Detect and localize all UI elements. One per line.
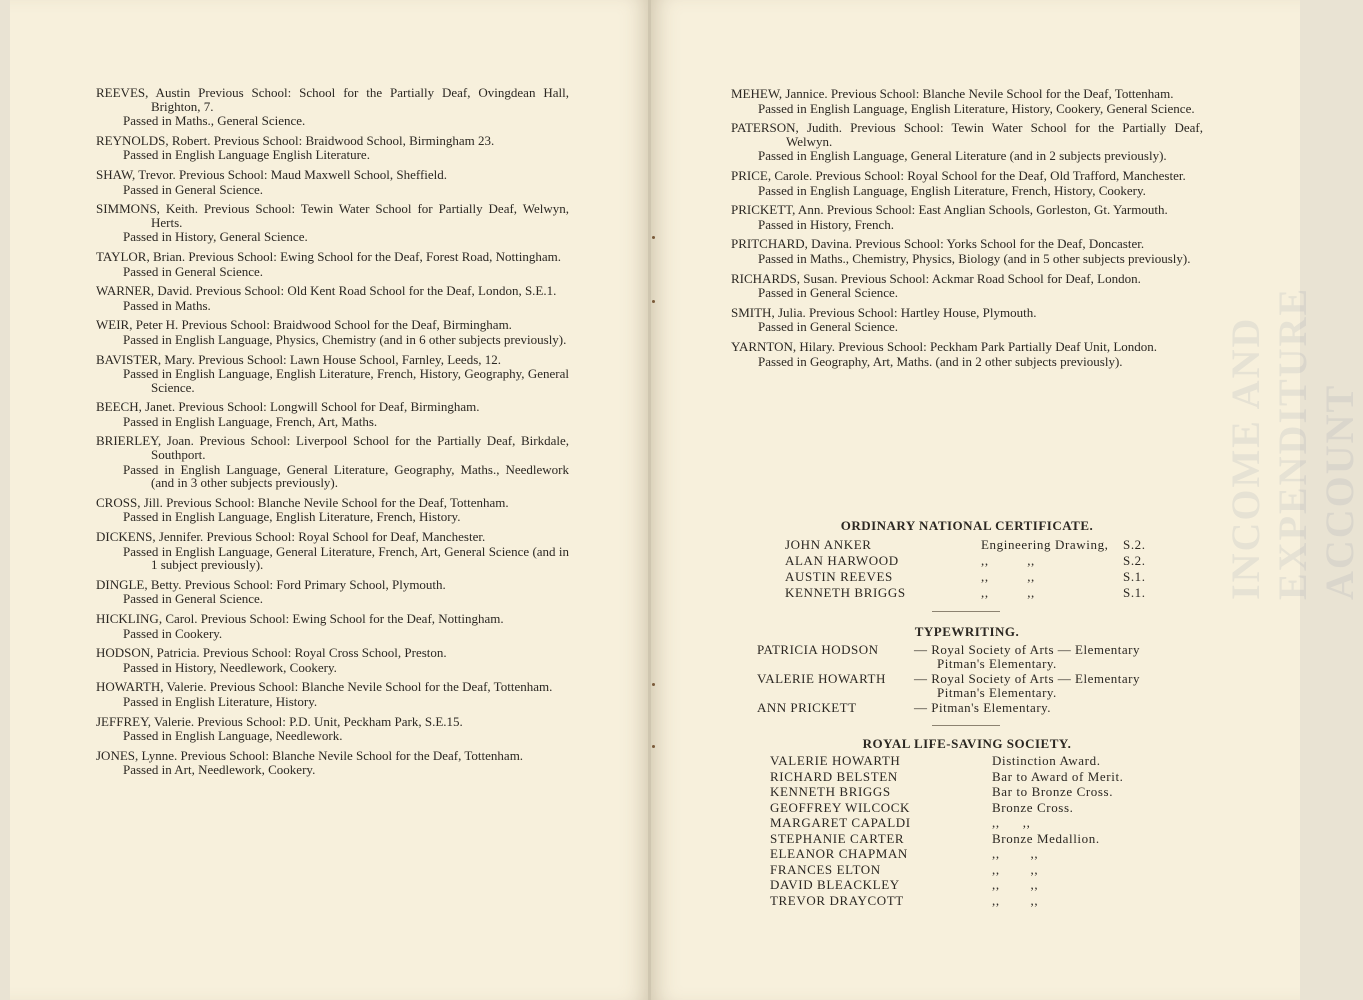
binding-staple-mark: [652, 683, 655, 686]
student-entry: [96, 646, 569, 674]
right-results-list: [731, 87, 1203, 374]
typing-award: — Royal Society of Arts — Elementary: [914, 671, 1140, 686]
onc-title: ORDINARY NATIONAL CERTIFICATE.: [840, 518, 1094, 533]
subjects-passed: Passed in General Science.: [123, 263, 264, 279]
onc-subject: ,, ,,: [981, 585, 1035, 600]
onc-name: JOHN ANKER: [785, 537, 872, 552]
subjects-passed: Passed in English Language, Needlework.: [123, 728, 343, 744]
student-entry: [96, 250, 569, 278]
student-school: REYNOLDS, Robert. Previous School: Braidwood School, Birmingham 23.: [96, 132, 495, 148]
subjects-passed: Passed in English Language, General Literature, French, Art, General Science (and in 1 subject previously).: [123, 543, 569, 573]
student-school: BRIERLEY, Joan. Previous School: Liverpool School for the Partially Deaf, Birkdale, Southport.: [96, 433, 569, 463]
student-school: JEFFREY, Valerie. Previous School: P.D. Unit, Peckham Park, S.E.15.: [96, 713, 463, 729]
onc-name: AUSTIN REEVES: [785, 569, 893, 584]
student-school: TAYLOR, Brian. Previous School: Ewing School for the Deaf, Forest Road, Nottingham.: [96, 248, 561, 264]
lifesaving-award: Bronze Cross.: [992, 799, 1074, 815]
subjects-passed: Passed in English Language, English Literature, French, History, Geography, General Science.: [123, 366, 569, 395]
student-school: YARNTON, Hilary. Previous School: Peckham Park Partially Deaf Unit, London.: [731, 338, 1158, 354]
onc-subject: ,, ,,: [981, 569, 1035, 584]
student-school: WEIR, Peter H. Previous School: Braidwood School for the Deaf, Birmingham.: [96, 317, 512, 333]
student-entry: [96, 134, 569, 162]
subjects-passed: Passed in English Language, General Literature, Geography, Maths., Needlework (and in 3 other subjects previously).: [123, 461, 569, 491]
student-entry: [96, 578, 569, 606]
lifesaving-award: ,, ,,: [992, 861, 1039, 877]
lifesaving-award: ,, ,,: [992, 877, 1039, 892]
binding-staple-mark: [652, 745, 655, 748]
subjects-passed: Passed in English Literature, History.: [123, 693, 318, 709]
student-entry: [96, 284, 569, 312]
typing-award-line2: Pitman's Elementary.: [937, 685, 1057, 700]
lifesaving-award: Bar to Bronze Cross.: [992, 784, 1114, 799]
student-entry: [96, 168, 569, 196]
student-school: PRITCHARD, Davina. Previous School: Yorks School for the Deaf, Doncaster.: [731, 236, 1145, 252]
left-results-list: [96, 86, 569, 783]
swimmer-name: KENNETH BRIGGS: [770, 784, 891, 799]
typewriting-section: [731, 624, 1203, 640]
student-entry: [96, 353, 569, 395]
subjects-passed: Passed in History, French.: [758, 216, 895, 232]
subjects-passed: Passed in General Science.: [758, 285, 899, 301]
swimmer-name: MARGARET CAPALDI: [770, 815, 911, 830]
student-entry: [96, 612, 569, 640]
student-entry: [731, 237, 1203, 265]
typist-name: PATRICIA HODSON: [757, 642, 879, 657]
subjects-passed: Passed in General Science.: [758, 319, 899, 335]
student-school: RICHARDS, Susan. Previous School: Ackmar Road School for Deaf, London.: [731, 270, 1141, 286]
lifesaving-award: ,, ,,: [992, 846, 1039, 861]
subjects-passed: Passed in General Science.: [123, 181, 264, 197]
student-school: JONES, Lynne. Previous School: Blanche Nevile School for the Deaf, Tottenham.: [96, 747, 524, 763]
typing-award-line2: Pitman's Elementary.: [937, 656, 1057, 671]
swimmer-name: STEPHANIE CARTER: [770, 830, 905, 846]
student-entry: [96, 530, 569, 572]
subjects-passed: Passed in Maths., Chemistry, Physics, Biology (and in 5 other subjects previously).: [758, 250, 1191, 266]
student-entry: [731, 306, 1203, 334]
student-school: DICKENS, Jennifer. Previous School: Royal School for Deaf, Manchester.: [96, 529, 486, 545]
lifesaving-award: Bronze Medallion.: [992, 830, 1100, 846]
subjects-passed: Passed in English Language, Physics, Chemistry (and in 6 other subjects previously).: [123, 331, 567, 347]
onc-subject: Engineering Drawing,: [981, 537, 1109, 552]
student-entry: [731, 87, 1203, 115]
student-school: PRICE, Carole. Previous School: Royal School for the Deaf, Old Trafford, Manchester.: [731, 167, 1186, 183]
student-entry: [96, 496, 569, 524]
student-entry: [96, 400, 569, 428]
subjects-passed: Passed in English Language, English Literature, French, History.: [123, 509, 461, 525]
binding-staple-mark: [652, 300, 655, 303]
subjects-passed: Passed in General Science.: [123, 591, 264, 607]
subjects-passed: Passed in Maths., General Science.: [123, 113, 306, 129]
binding-staple-mark: [652, 236, 655, 239]
onc-grade: S.1.: [1123, 569, 1146, 584]
lifesaving-title: ROYAL LIFE-SAVING SOCIETY.: [862, 736, 1072, 751]
swimmer-name: TREVOR DRAYCOTT: [770, 892, 904, 908]
student-entry: [96, 715, 569, 743]
subjects-passed: Passed in History, General Science.: [123, 229, 308, 245]
onc-subject: ,, ,,: [981, 553, 1035, 568]
student-school: SMITH, Julia. Previous School: Hartley House, Plymouth.: [731, 304, 1037, 320]
subjects-passed: Passed in Geography, Art, Maths. (and in 2 other subjects previously).: [758, 353, 1123, 369]
student-school: BAVISTER, Mary. Previous School: Lawn House School, Farnley, Leeds, 12.: [96, 351, 502, 367]
section-divider: [932, 725, 1000, 726]
lifesaving-section: [731, 736, 1203, 752]
subjects-passed: Passed in Maths.: [123, 297, 211, 313]
show-through-text: INCOME AND EXPENDITURE ACCOUNT: [1223, 286, 1362, 600]
student-entry: [731, 169, 1203, 197]
subjects-passed: Passed in Art, Needlework, Cookery.: [123, 762, 316, 778]
typing-award: — Royal Society of Arts — Elementary: [914, 642, 1140, 657]
student-school: WARNER, David. Previous School: Old Kent Road School for the Deaf, London, S.E.1.: [96, 283, 557, 299]
student-school: HODSON, Patricia. Previous School: Royal Cross School, Preston.: [96, 645, 447, 661]
student-entry: [96, 434, 569, 489]
student-entry: [731, 203, 1203, 231]
subjects-passed: Passed in English Language, French, Art, Maths.: [123, 413, 378, 429]
student-school: SIMMONS, Keith. Previous School: Tewin Water School for Partially Deaf, Welwyn, Herts.: [96, 201, 569, 230]
lifesaving-award: Bar to Award of Merit.: [992, 768, 1124, 784]
student-entry: [731, 340, 1203, 368]
swimmer-name: GEOFFREY WILCOCK: [770, 799, 910, 815]
student-entry: [731, 121, 1203, 163]
student-school: CROSS, Jill. Previous School: Blanche Nevile School for the Deaf, Tottenham.: [96, 494, 509, 510]
typewriting-title: TYPEWRITING.: [914, 624, 1020, 639]
onc-section: [731, 518, 1203, 534]
student-school: REEVES, Austin Previous School: School for the Partially Deaf, Ovingdean Hall, Brighton, 7.: [96, 85, 569, 114]
subjects-passed: Passed in English Language, English Literature, History, Cookery, General Science.: [758, 100, 1195, 116]
onc-grade: S.2.: [1123, 537, 1146, 552]
student-school: PRICKETT, Ann. Previous School: East Anglian Schools, Gorleston, Gt. Yarmouth.: [731, 202, 1168, 218]
student-school: HOWARTH, Valerie. Previous School: Blanche Nevile School for the Deaf, Tottenham.: [96, 679, 553, 695]
typing-award: — Pitman's Elementary.: [914, 700, 1052, 715]
swimmer-name: DAVID BLEACKLEY: [770, 877, 900, 892]
lifesaving-award: Distinction Award.: [992, 753, 1101, 768]
subjects-passed: Passed in English Language, English Literature, French, History, Cookery.: [758, 182, 1146, 198]
student-school: SHAW, Trevor. Previous School: Maud Maxwell School, Sheffield.: [96, 166, 448, 182]
student-entry: [731, 272, 1203, 300]
student-entry: [96, 86, 569, 128]
swimmer-name: VALERIE HOWARTH: [770, 753, 901, 768]
onc-grade: S.1.: [1123, 585, 1146, 600]
subjects-passed: Passed in Cookery.: [123, 625, 223, 641]
student-school: MEHEW, Jannice. Previous School: Blanche Nevile School for the Deaf, Tottenham.: [731, 86, 1174, 101]
swimmer-name: RICHARD BELSTEN: [770, 768, 898, 784]
page-gutter: [648, 0, 651, 1000]
section-divider: [932, 611, 1000, 612]
student-school: BEECH, Janet. Previous School: Longwill School for Deaf, Birmingham.: [96, 399, 480, 415]
subjects-passed: Passed in English Language English Literature.: [123, 147, 370, 163]
student-entry: [96, 749, 569, 777]
typist-name: VALERIE HOWARTH: [757, 671, 886, 686]
subjects-passed: Passed in English Language, General Literature (and in 2 subjects previously).: [758, 148, 1167, 164]
onc-name: ALAN HARWOOD: [785, 553, 899, 568]
student-entry: [96, 202, 569, 244]
student-school: PATERSON, Judith. Previous School: Tewin Water School for the Partially Deaf, Welwyn.: [731, 120, 1203, 149]
student-school: HICKLING, Carol. Previous School: Ewing School for the Deaf, Nottingham.: [96, 611, 504, 626]
student-school: DINGLE, Betty. Previous School: Ford Primary School, Plymouth.: [96, 576, 446, 592]
lifesaving-award: ,, ,,: [992, 815, 1031, 830]
lifesaving-award: ,, ,,: [992, 892, 1039, 908]
student-entry: [96, 680, 569, 708]
onc-name: KENNETH BRIGGS: [785, 585, 906, 600]
swimmer-name: FRANCES ELTON: [770, 861, 881, 877]
subjects-passed: Passed in History, Needlework, Cookery.: [123, 659, 337, 675]
swimmer-name: ELEANOR CHAPMAN: [770, 846, 908, 861]
onc-grade: S.2.: [1123, 553, 1146, 568]
typist-name: ANN PRICKETT: [757, 700, 857, 715]
student-entry: [96, 318, 569, 346]
